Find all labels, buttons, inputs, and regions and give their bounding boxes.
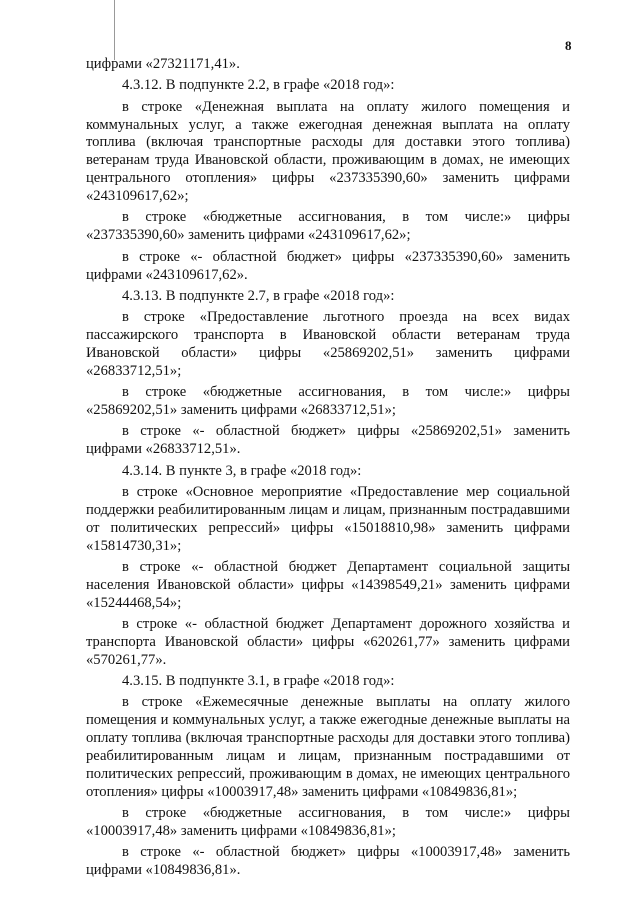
item-4-3-12-heading: 4.3.12. В подпункте 2.2, в графе «2018 год»: xyxy=(122,77,395,94)
item-4-3-12-line-2: в строке «бюджетные ассигнования, в том числе:» цифры «237335390,60» заменить цифрами «243109617,62»; xyxy=(86,209,570,244)
item-4-3-13-heading: 4.3.13. В подпункте 2.7, в графе «2018 год»: xyxy=(122,287,395,304)
item-4-3-12-line-1: в строке «Денежная выплата на оплату жилого помещения и коммунальных услуг, а также ежегодная денежная выплата на оплату топлива (включая транспортные расходы для доставки этого топлива) ветеранам труда Ивановской области, проживающим в домах, не имеющих центрального отопления» цифры «237335390,60» заменить цифрами «243109617,62»; xyxy=(86,98,570,205)
paragraph-continuation: цифрами «27321171,41». xyxy=(86,56,240,72)
item-4-3-13-line-2: в строке «бюджетные ассигнования, в том числе:» цифры «25869202,51» заменить цифрами «26833712,51»; xyxy=(86,384,570,419)
item-4-3-14-line-1: в строке «Основное мероприятие «Предоставление мер социальной поддержки реабилитированным лицам и лицам, признанным пострадавшими от политических репрессий» цифры «15018810,98» заменить цифрами «15814730,31»; xyxy=(86,483,570,554)
item-4-3-15-heading: 4.3.15. В подпункте 3.1, в графе «2018 год»: xyxy=(122,673,395,690)
item-4-3-15-line-1: в строке «Ежемесячные денежные выплаты на оплату жилого помещения и коммунальных услуг, а также ежегодные денежные выплаты на оплату топлива (включая транспортные расходы для доставки этого топлива) реабилитированным лицам и лицам, признанным пострадавшими от политических репрессий, проживающим в домах, не имеющих центрального отопления» цифры «10003917,48» заменить цифрами «10849836,81»; xyxy=(86,694,570,800)
item-4-3-15-line-3: в строке «- областной бюджет» цифры «10003917,48» заменить цифрами «10849836,81». xyxy=(86,844,570,879)
item-4-3-14-heading: 4.3.14. В пункте 3, в графе «2018 год»: xyxy=(122,462,362,479)
item-4-3-14-line-3: в строке «- областной бюджет Департамент дорожного хозяйства и транспорта Ивановской области» цифры «620261,77» заменить цифрами «570261,77». xyxy=(86,615,570,668)
item-4-3-12-line-3: в строке «- областной бюджет» цифры «237335390,60» заменить цифрами «243109617,62». xyxy=(86,248,570,283)
item-4-3-14-line-2: в строке «- областной бюджет Департамент социальной защиты населения Ивановской области» цифры «14398549,21» заменить цифрами «15244468,54»; xyxy=(86,558,570,611)
scan-margin-line xyxy=(114,0,115,60)
page-number: 8 xyxy=(565,38,572,53)
item-4-3-15-line-2: в строке «бюджетные ассигнования, в том числе:» цифры «10003917,48» заменить цифрами «10849836,81»; xyxy=(86,805,570,840)
item-4-3-13-line-3: в строке «- областной бюджет» цифры «25869202,51» заменить цифрами «26833712,51». xyxy=(86,423,570,458)
document-body xyxy=(86,56,570,884)
item-4-3-13-line-1: в строке «Предоставление льготного проезда на всех видах пассажирского транспорта в Ивановской области ветеранам труда Ивановской области» цифры «25869202,51» заменить цифрами «26833712,51»; xyxy=(86,309,570,379)
